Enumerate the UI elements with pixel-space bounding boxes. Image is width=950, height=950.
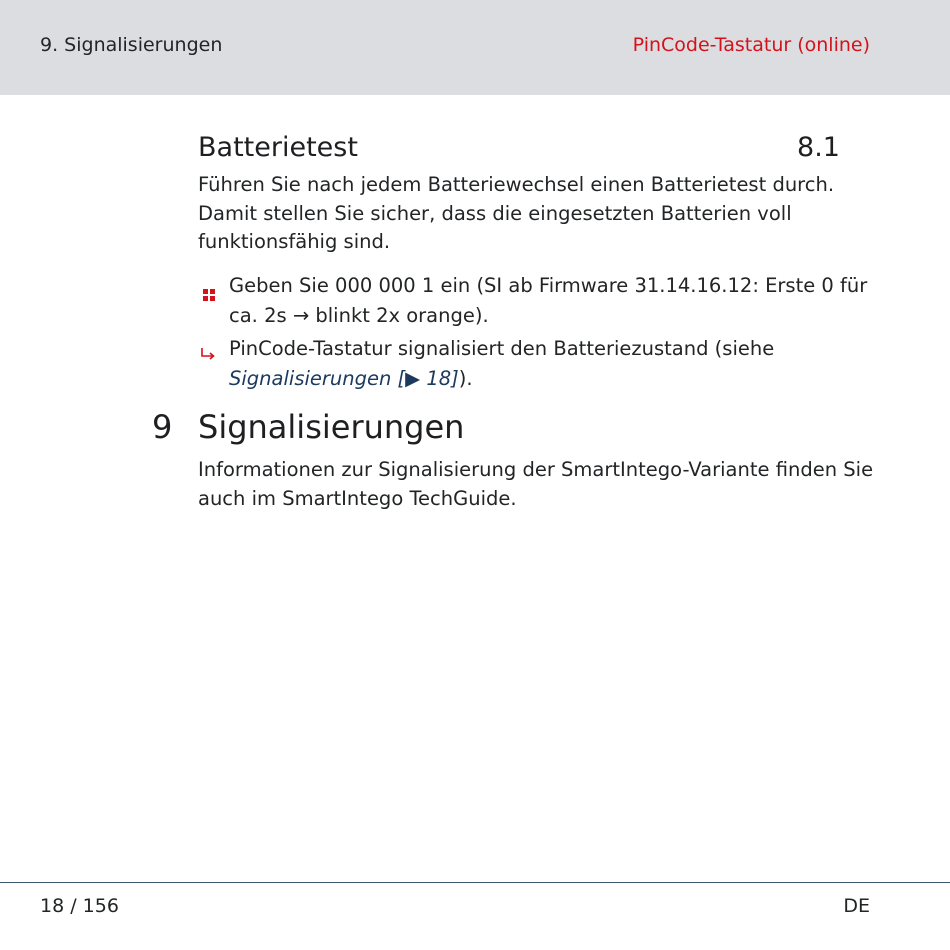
section-8-1-intro: Führen Sie nach jedem Batteriewechsel einen Batterietest durch. Damit stellen Sie sicher, dass die eingesetzten Batterien voll funktionsfähig sind. bbox=[198, 173, 835, 253]
square-grid-icon bbox=[203, 280, 215, 292]
result-arrow-icon bbox=[200, 340, 216, 354]
page-number: 18 / 156 bbox=[40, 895, 119, 917]
header-product: PinCode-Tastatur (online) bbox=[632, 34, 870, 56]
chapter-number: 9 bbox=[152, 408, 173, 446]
step-text: Geben Sie 000 000 1 ein (SI ab Firmware 31.14.16.12: Erste 0 für ca. 2s → blinkt 2x orange). bbox=[229, 274, 868, 327]
section-title: Batterietest bbox=[198, 132, 358, 163]
chapter-title: Signalisierungen bbox=[198, 408, 465, 446]
result-text-prefix: PinCode-Tastatur signalisiert den Batteriezustand (siehe bbox=[229, 337, 775, 360]
page-header bbox=[0, 0, 950, 95]
section-9-heading bbox=[0, 408, 900, 452]
section-9-text: Informationen zur Signalisierung der SmartIntego-Variante finden Sie auch im SmartIntego TechGuide. bbox=[198, 458, 874, 510]
list-item-step bbox=[198, 271, 878, 330]
header-chapter: 9. Signalisierungen bbox=[40, 34, 223, 56]
list-item-result bbox=[198, 334, 878, 393]
section-8-1-heading bbox=[140, 132, 840, 166]
signalisierungen-link[interactable]: Signalisierungen [▶ 18] bbox=[229, 366, 459, 390]
instruction-list bbox=[198, 271, 878, 397]
language-code: DE bbox=[843, 895, 870, 917]
section-number: 8.1 bbox=[797, 132, 840, 163]
result-text-suffix: ). bbox=[458, 366, 473, 390]
footer-divider bbox=[0, 882, 950, 883]
